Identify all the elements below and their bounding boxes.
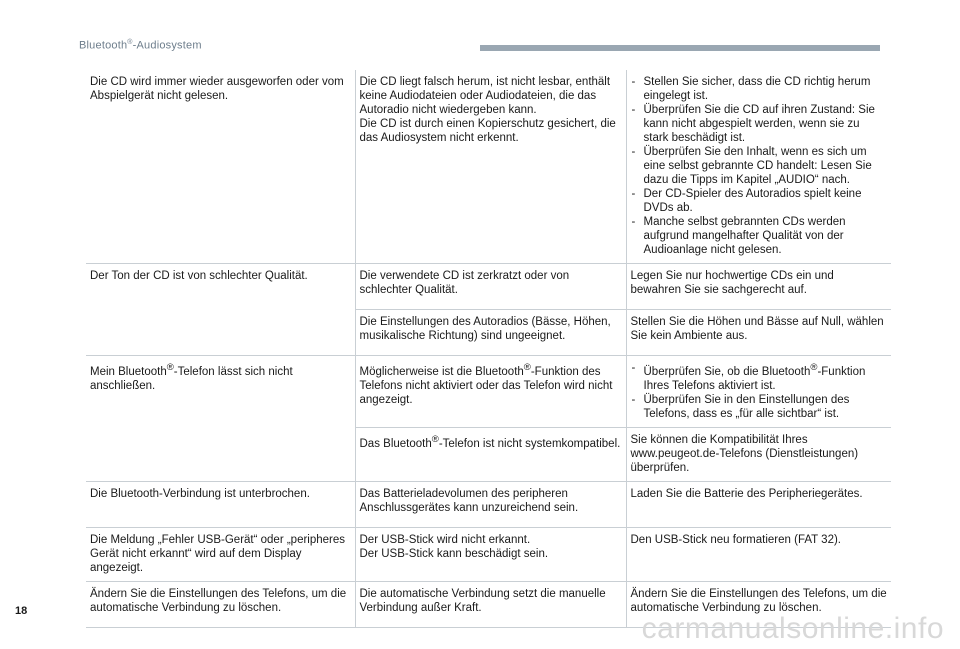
header-registered-mark: ® — [127, 39, 133, 46]
registered-mark: ® — [810, 362, 818, 373]
solution-list — [631, 75, 888, 257]
solution-cell — [626, 264, 891, 310]
cause-text: Der USB-Stick wird nicht erkannt. — [359, 533, 531, 546]
solution-item: - Der CD-Spieler des Autoradios spielt keine DVDs ab. — [631, 187, 888, 215]
cause-cell — [355, 70, 626, 264]
problem-cell — [86, 481, 355, 527]
problem-text: Die Meldung „Fehler USB-Gerät“ oder „peripheres Gerät nicht erkannt“ wird auf dem Display angezeigt. — [90, 533, 346, 574]
solution-text: Sie können die Kompatibilität Ihres www.peugeot.de-Telefons (Dienstleistungen) überprüfen. — [630, 433, 859, 474]
problem-text: Die Bluetooth-Verbindung ist unterbrochen. — [90, 487, 310, 500]
problem-cell — [86, 264, 355, 356]
problem-cell — [86, 356, 355, 482]
solution-item-start: Überprüfen Sie, ob die Bluetooth — [643, 365, 811, 378]
page-number: 18 — [15, 605, 28, 617]
cause-cell — [355, 264, 626, 310]
problem-text: Der Ton der CD ist von schlechter Qualität. — [90, 270, 308, 282]
solution-item-end: -Funktion Ihres Telefons aktiviert ist. — [643, 365, 866, 392]
solution-item: - Überprüfen Sie die CD auf ihren Zustand: Sie kann nicht abgespielt werden, wenn sie zu stark beschädigt ist. — [631, 103, 888, 145]
solution-item: - Stellen Sie sicher, dass die CD richtig herum eingelegt ist. — [631, 75, 888, 103]
solution-item: - Überprüfen Sie in den Einstellungen des Telefons, dass es „für alle sichtbar“ ist. — [631, 393, 888, 421]
cause-cell — [355, 527, 626, 581]
problem-text: Die CD wird immer wieder ausgeworfen oder vom Abspielgerät nicht gelesen. — [90, 76, 344, 102]
solution-text: Stellen Sie die Höhen und Bässe auf Null, wählen Sie kein Ambiente aus. — [630, 316, 884, 342]
solution-cell — [626, 310, 891, 356]
table-row — [86, 264, 891, 310]
problem-text: Ändern Sie die Einstellungen des Telefons, um die automatische Verbindung zu löschen. — [90, 587, 347, 614]
header-brand: Bluetooth — [79, 39, 128, 52]
cause-text-end: -Funktion des Telefons nicht aktiviert oder das Telefon wird nicht angezeigt. — [359, 365, 613, 406]
cause-text: Das Batterieladevolumen des peripheren Anschlussgerätes kann unzureichend sein. — [359, 487, 579, 514]
watermark: carmanualsonline.info — [641, 612, 944, 645]
solution-item — [631, 361, 888, 393]
cause-text: Die CD liegt falsch herum, ist nicht lesbar, enthält keine Audiodateien oder Audiodateien, die das Autoradio nicht wiedergeben kann. — [359, 76, 611, 116]
problem-cell — [86, 527, 355, 581]
solution-item: - Überprüfen Sie den Inhalt, wenn es sich um eine selbst gebrannte CD handelt: Lesen Sie dazu die Tipps im Kapitel „AUDIO“ nach. — [631, 145, 888, 187]
cause-text: Die verwendete CD ist zerkratzt oder von schlechter Qualität. — [359, 270, 570, 296]
solution-cell — [626, 527, 891, 581]
solution-text: Ändern Sie die Einstellungen des Telefons, um die automatische Verbindung zu löschen. — [630, 587, 887, 614]
registered-mark: ® — [166, 362, 174, 373]
cause-text: Die automatische Verbindung setzt die manuelle Verbindung außer Kraft. — [359, 587, 606, 614]
solution-cell — [626, 481, 891, 527]
cause-text-start: Möglicherweise ist die Bluetooth — [359, 365, 524, 378]
problem-text-start: Mein Bluetooth — [90, 365, 167, 378]
problem-text-end: -Telefon lässt sich nicht anschließen. — [90, 365, 293, 392]
cause-text-end: -Telefon ist nicht systemkompatibel. — [438, 437, 621, 450]
table-row — [86, 356, 891, 428]
cause-cell — [355, 481, 626, 527]
header-accent-bar — [480, 45, 880, 51]
registered-mark: ® — [523, 362, 531, 373]
solution-text: Legen Sie nur hochwertige CDs ein und bewahren Sie sie sachgerecht auf. — [630, 270, 834, 296]
troubleshooting-table — [86, 70, 891, 628]
problem-cell — [86, 70, 355, 264]
cause-text-start: Das Bluetooth — [359, 437, 432, 450]
page-header-title — [79, 39, 202, 52]
solution-item: - Manche selbst gebrannten CDs werden aufgrund mangelhafter Qualität von der Audioanlage nicht gelesen. — [631, 215, 888, 257]
cause-cell — [355, 310, 626, 356]
cause-text: Die CD ist durch einen Kopierschutz gesichert, die das Audiosystem nicht erkennt. — [359, 118, 616, 144]
table-row — [86, 527, 891, 581]
table-row — [86, 481, 891, 527]
cause-text: Der USB-Stick kann beschädigt sein. — [359, 547, 549, 560]
table-row — [86, 70, 891, 264]
registered-mark: ® — [431, 433, 439, 445]
cause-cell — [355, 427, 626, 481]
header-suffix: -Audiosystem — [132, 39, 202, 52]
cause-cell — [355, 356, 626, 428]
solution-cell — [626, 356, 891, 428]
solution-text: Laden Sie die Batterie des Peripheriegerätes. — [630, 487, 863, 500]
solution-cell — [626, 70, 891, 264]
cause-cell — [355, 581, 626, 627]
solution-text: Den USB-Stick neu formatieren (FAT 32). — [630, 533, 841, 546]
solution-cell — [626, 427, 891, 481]
cause-text: Die Einstellungen des Autoradios (Bässe, Höhen, musikalische Richtung) sind ungeeignet. — [359, 316, 611, 342]
problem-cell — [86, 581, 355, 627]
solution-list — [631, 361, 888, 421]
